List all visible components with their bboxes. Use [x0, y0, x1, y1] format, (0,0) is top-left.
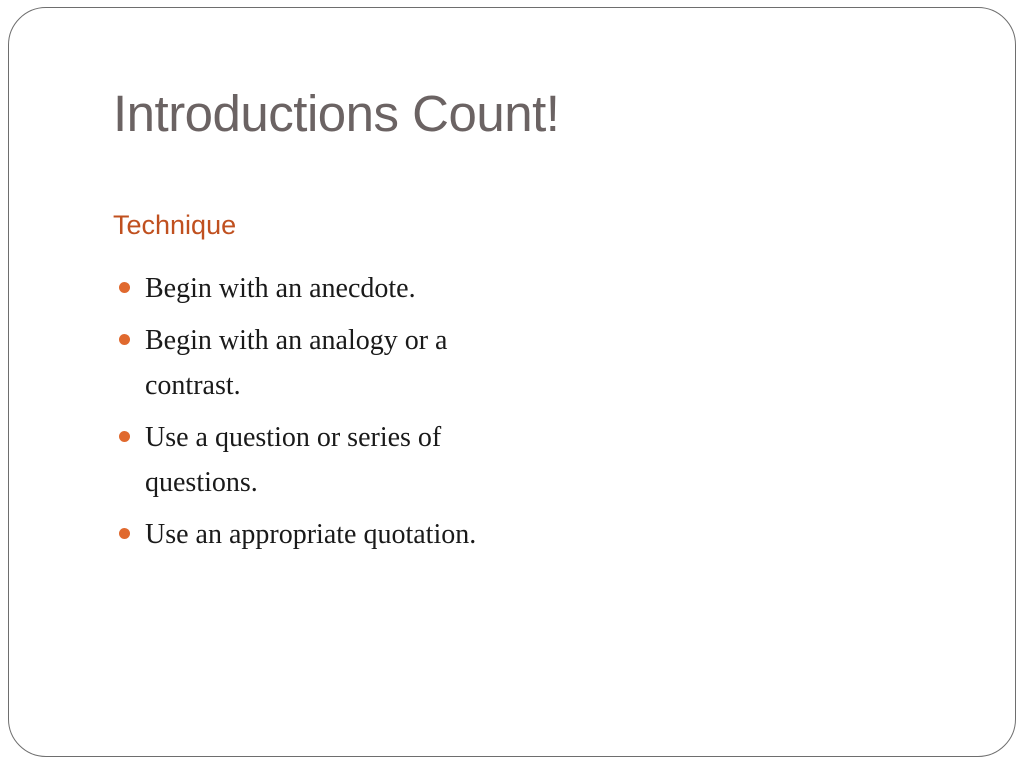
list-item: [113, 318, 533, 408]
list-item: [113, 266, 533, 311]
subheading: Technique: [113, 210, 237, 240]
bullet-dot-icon: [119, 282, 130, 293]
bullet-text: Begin with an anecdote.: [145, 273, 416, 304]
slide-frame: [8, 7, 1016, 757]
bullet-text: Use a question or series of questions.: [145, 422, 442, 498]
bullet-text: Use an appropriate quotation.: [145, 519, 477, 550]
list-item: [113, 415, 533, 505]
bullet-dot-icon: [119, 528, 130, 539]
slide-title: Introductions Count!: [113, 85, 560, 142]
bullet-list: [113, 266, 533, 564]
list-item: [113, 512, 533, 557]
bullet-dot-icon: [119, 431, 130, 442]
bullet-text: Begin with an analogy or a contrast.: [145, 325, 448, 401]
bullet-dot-icon: [119, 334, 130, 345]
